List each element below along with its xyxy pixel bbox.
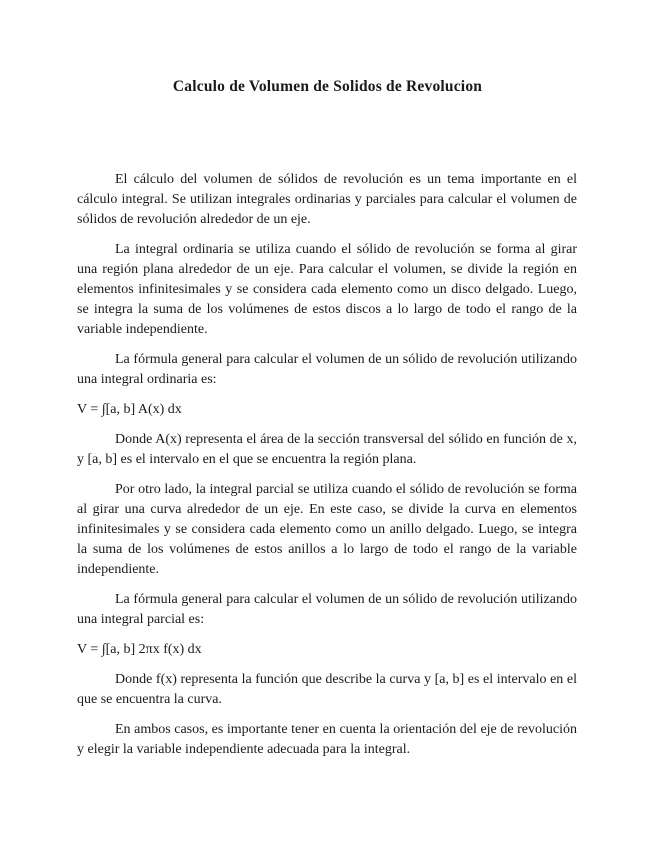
formula-ordinary: V = ∫[a, b] A(x) dx (77, 402, 182, 417)
paragraph-partial-formula-intro: La fórmula general para calcular el volumen de un sólido de revolución utilizando una integral parcial es: (77, 592, 577, 627)
paragraph-partial-explanation: Donde f(x) representa la función que describe la curva y [a, b] es el intervalo en el que se encuentra la curva. (77, 672, 577, 707)
formula-partial: V = ∫[a, b] 2πx f(x) dx (77, 642, 202, 657)
document-title: Calculo de Volumen de Solidos de Revolucion (172, 78, 483, 95)
paragraph-ordinary-formula-intro: La fórmula general para calcular el volumen de un sólido de revolución utilizando una integral ordinaria es: (77, 352, 577, 387)
paragraph-intro: El cálculo del volumen de sólidos de revolución es un tema importante en el cálculo integral. Se utilizan integrales ordinarias y parciales para calcular el volumen de sólidos de revolución alrededor de un eje. (77, 172, 577, 227)
paragraph-partial-integral: Por otro lado, la integral parcial se utiliza cuando el sólido de revolución se forma al girar una curva alrededor de un eje. En este caso, se divide la curva en elementos infinitesimales y se considera cada elemento como un anillo delgado. Luego, se integra la suma de los volúmenes de estos anillos a lo largo de todo el rango de la variable independiente. (77, 482, 577, 577)
paragraph-ordinary-explanation: Donde A(x) representa el área de la sección transversal del sólido en función de x, y [a, b] es el intervalo en el que se encuentra la región plana. (77, 432, 577, 467)
paragraph-conclusion: En ambos casos, es importante tener en cuenta la orientación del eje de revolución y elegir la variable independiente adecuada para la integral. (77, 722, 577, 757)
document-body (77, 170, 577, 770)
paragraph-ordinary-integral: La integral ordinaria se utiliza cuando el sólido de revolución se forma al girar una región plana alrededor de un eje. Para calcular el volumen, se divide la región en elementos infinitesimales y se considera cada elemento como un disco delgado. Luego, se integra la suma de los volúmenes de estos discos a lo largo de todo el rango de la variable independiente. (77, 242, 577, 337)
